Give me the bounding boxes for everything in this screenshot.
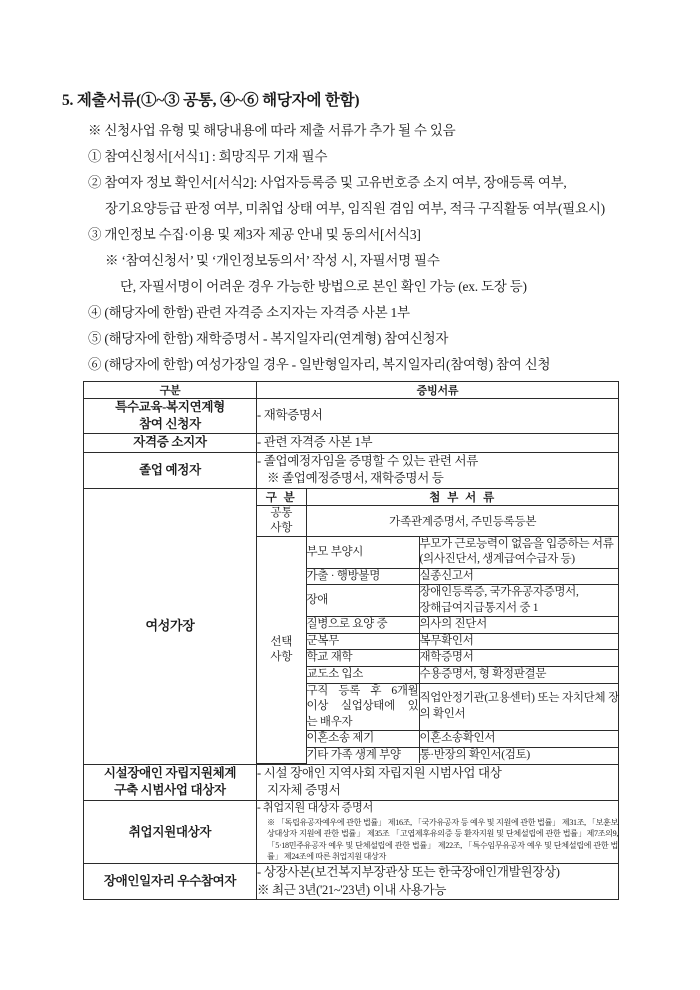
table-row-employment-support [84, 801, 619, 864]
documents-disabled-independence [257, 764, 619, 801]
nested-optional-1-value-line1: 부모가 근로능력이 없음을 입증하는 서류 [419, 537, 614, 550]
category-disabled-independence-line1: 시설장애인 자립지원체계 [103, 766, 237, 781]
female-householder-detail-cell [257, 489, 619, 765]
nested-optional-6-label: 학교 재학 [306, 650, 419, 667]
nested-optional-1-label: 부모 부양시 [306, 536, 419, 568]
nested-optional-8-label-line3: 는 배우자 [306, 715, 353, 728]
category-expected-graduate: 졸업 예정자 [84, 452, 257, 489]
nested-optional-4-label: 질병으로 요양 중 [306, 617, 419, 634]
nested-optional-8-value [419, 683, 619, 731]
nested-optional-1-value-line2: (의사진단서, 생계급여수급자 등) [419, 553, 575, 566]
nested-common-label [257, 506, 306, 537]
nested-row-optional-4 [257, 617, 619, 634]
nested-optional-10-value: 통·반장의 확인서(검토) [419, 747, 619, 763]
documents-employment-support-fine-print: ※ 「독립유공자예우에 관한 법률」 제16조, 「국가유공자 등 예우 및 지원에 관한 법률」 제31조, 「보훈보상대상자 지원에 관한 법률」 제35조 「고엽제후유의증 등 환자지원 및 단체설립에 관한 법률」제7조의9, 「5·18민주유공자 예우 및 단체설립에 관한 법률」 제22조, 「특수임무유공자 예우 및 단체설립에 관한 법률」 제24조에 따른 취업지원 대상자 [267, 818, 618, 862]
documents-certificate-holder [257, 433, 619, 452]
female-householder-nested-table [257, 489, 619, 764]
nested-row-optional-2 [257, 568, 619, 585]
list-item-5: ⑤ (해당자에 한함) 재학증명서 - 복지일자리(연계형) 참여신청자 [88, 331, 449, 346]
nested-optional-5-value: 복무확인서 [419, 633, 619, 650]
nested-row-optional-8 [257, 683, 619, 731]
nested-optional-9-label: 이혼소송 제기 [306, 731, 419, 748]
nested-row-optional-10 [257, 747, 619, 763]
nested-optional-10-label: 기타 가족 생계 부양 [306, 747, 419, 763]
nested-optional-8-label-line2: 이상 실업상태에 있 [306, 700, 419, 713]
table-row-female-householder [84, 489, 619, 765]
documents-special-education [257, 399, 619, 434]
nested-common-value: 가족관계증명서, 주민등록등본 [306, 506, 619, 537]
nested-row-optional-9 [257, 731, 619, 748]
category-disabled-independence [84, 764, 257, 801]
nested-optional-label [257, 536, 306, 763]
nested-optional-7-value: 수용증명서, 형 확정판결문 [419, 667, 619, 684]
category-female-householder-label: 여성가장 [145, 618, 195, 634]
required-documents-table-wrap [83, 381, 618, 900]
nested-optional-8-value-line2: 의 확인서 [419, 707, 466, 720]
nested-optional-5-label: 군복무 [306, 633, 419, 650]
list-item-6: ⑥ (해당자에 한함) 여성가장일 경우 - 일반형일자리, 복지일자리(참여형) 참여 신청 [88, 357, 551, 372]
list-item-1: ① 참여신청서[서식1] : 희망직무 기재 필수 [88, 149, 328, 164]
nested-header-documents: 첨 부 서 류 [306, 489, 619, 506]
list-item-3: ③ 개인정보 수집·이용 및 제3자 제공 안내 및 동의서[서식3] [88, 227, 421, 242]
table-row-expected-graduate [84, 452, 619, 489]
category-certificate-holder: 자격증 소지자 [84, 433, 257, 452]
nested-optional-1-value [419, 536, 619, 568]
nested-optional-label-line2: 사항 [270, 650, 293, 663]
header-category: 구분 [84, 382, 257, 399]
documents-excellent-participant-line2: ※ 최근 3년('21~'23년) 이내 사용가능 [257, 882, 447, 897]
nested-optional-3-label: 장애 [306, 585, 419, 617]
nested-optional-4-value: 의사의 진단서 [419, 617, 619, 634]
table-row-certificate-holder [84, 433, 619, 452]
nested-optional-9-value: 이혼소송확인서 [419, 731, 619, 748]
nested-optional-8-label [306, 683, 419, 731]
nested-row-optional-5 [257, 633, 619, 650]
category-female-householder [84, 489, 257, 765]
document-text-block [0, 88, 700, 379]
nested-row-optional-7 [257, 667, 619, 684]
nested-row-optional-6 [257, 650, 619, 667]
nested-common-label-line2: 사항 [270, 521, 293, 534]
nested-header-category: 구 분 [257, 489, 306, 506]
category-employment-support: 취업지원대상자 [84, 801, 257, 864]
documents-expected-graduate-line2: ※ 졸업예정증명서, 재학증명서 등 [267, 471, 444, 486]
nested-optional-7-label: 교도소 입소 [306, 667, 419, 684]
table-header-row [84, 382, 619, 399]
nested-common-label-line1: 공통 [270, 507, 293, 519]
nested-row-common [257, 506, 619, 537]
table-row-special-education [84, 399, 619, 434]
table-row-excellent-participant [84, 863, 619, 900]
list-item-3-note: ※ ‘참여신청서’ 및 ‘개인정보동의서’ 작성 시, 자필서명 필수 [105, 253, 440, 268]
documents-expected-graduate-line1: - 졸업예정자임을 증명할 수 있는 관련 서류 [257, 453, 478, 468]
nested-optional-3-value-line2: 장해급여지급통지서 중 1 [419, 601, 539, 614]
required-documents-table [83, 381, 619, 900]
category-special-education-line2: 참여 신청자 [139, 416, 201, 431]
nested-header-row [257, 489, 619, 506]
page-title: 5. 제출서류(①~③ 공통, ④~⑥ 해당자에 한함) [62, 92, 360, 109]
submission-note: ※ 신청사업 유형 및 해당내용에 따라 제출 서류가 추가 될 수 있음 [88, 123, 456, 138]
documents-excellent-participant [257, 863, 619, 900]
category-special-education [84, 399, 257, 434]
nested-optional-2-label: 가출 · 행방불명 [306, 568, 419, 585]
documents-special-education-line1: - 재학증명서 [257, 408, 323, 422]
documents-certificate-holder-line1: - 관련 자격증 사본 1부 [257, 434, 373, 449]
category-disabled-independence-line2: 구축 시범사업 대상자 [114, 783, 226, 798]
documents-disabled-independence-line2: 지자체 증명서 [267, 783, 341, 798]
nested-optional-2-value: 실종신고서 [419, 568, 619, 585]
documents-excellent-participant-line1: - 상장사본(보건복지부장관상 또는 한국장애인개발원장상) [257, 864, 560, 879]
nested-optional-3-value [419, 585, 619, 617]
category-excellent-participant: 장애인일자리 우수참여자 [84, 863, 257, 900]
nested-row-optional-1 [257, 536, 619, 568]
list-item-2: ② 참여자 정보 확인서[서식2]: 사업자등록증 및 고유번호증 소지 여부, 장애등록 여부, [88, 175, 567, 190]
category-special-education-line1: 특수교육-복지연계형 [115, 400, 225, 414]
list-item-2-continued: 장기요양등급 판정 여부, 미취업 상태 여부, 임직원 겸임 여부, 적극 구직활동 여부(필요시) [105, 201, 605, 216]
table-row-disabled-independence [84, 764, 619, 801]
nested-row-optional-3 [257, 585, 619, 617]
nested-optional-6-value: 재학증명서 [419, 650, 619, 667]
nested-optional-8-label-line1: 구직 등록 후 6개월 [306, 684, 419, 697]
documents-expected-graduate [257, 452, 619, 489]
documents-employment-support-line1: - 취업지원 대상자 증명서 [257, 802, 373, 815]
header-documents: 증빙서류 [257, 382, 619, 399]
nested-optional-label-line1: 선택 [270, 635, 293, 648]
nested-optional-3-value-line1: 장애인등록증, 국가유공자증명서, [419, 586, 579, 599]
documents-employment-support [257, 801, 619, 864]
list-item-3-note-continued: 단, 자필서명이 어려운 경우 가능한 방법으로 본인 확인 가능 (ex. 도장 등) [120, 279, 527, 294]
list-item-4: ④ (해당자에 한함) 관련 자격증 소지자는 자격증 사본 1부 [88, 305, 410, 320]
documents-disabled-independence-line1: - 시설 장애인 지역사회 자립지원 시범사업 대상 [257, 765, 502, 780]
nested-optional-8-value-line1: 직업안정기관(고용센터) 또는 자치단체 장 [419, 692, 619, 705]
